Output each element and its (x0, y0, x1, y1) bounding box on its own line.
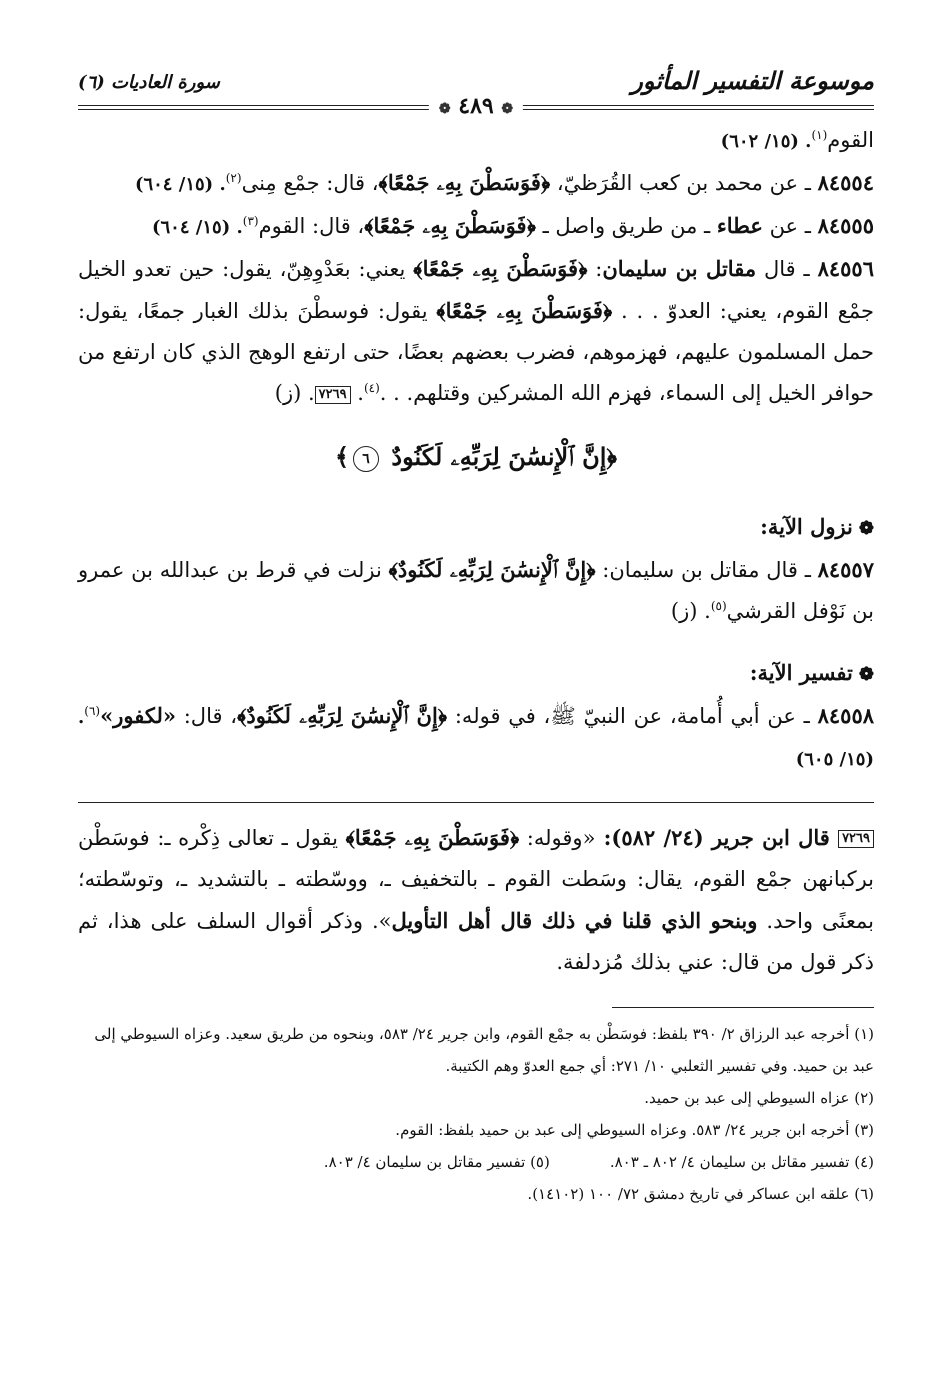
commentary-bold: وبنحو الذي قلنا في ذلك قال أهل التأويل (391, 907, 758, 933)
section-title: نزول الآية: (760, 513, 853, 539)
star-ornament-icon: ❁ (858, 663, 874, 685)
volume-ref: . (١٥/ ٦٠٢) (720, 131, 812, 152)
footnote-marker: (١) (811, 128, 828, 142)
page (78, 60, 874, 1210)
footnote-3: (٣) أخرجه ابن جرير ٢٤/ ٥٨٣. وعزاه السيوطي إلى عبد بن حميد بلفظ: القوم. (395, 1120, 874, 1139)
commentary-text: ٧٢٦٩ قال ابن جرير (٢٤/ ٥٨٢): «وقوله: ﴿فَوَسَطْنَ بِهِۦ جَمْعًا﴾ يقول ـ تعالى ذِكْره ـ: فوسَطْن بركبانهن جمْع القوم، يقال: وسَطت القوم ـ بالتخفيف ـ، ووسّطته ـ بالتشديد ـ، وتوسّطته؛ بمعنًى واحد. وبنحو الذي قلنا في ذلك قال أهل التأويل». وذكر أقوال السلف على هذا، ثم ذكر قول من قال: عني بذلك مُزدلفة. (78, 824, 874, 974)
book-title: موسوعة التفسير المأثور (631, 66, 874, 95)
footnote-marker: (٢) (225, 171, 242, 185)
verse-heading (78, 442, 874, 472)
quran-quote: ﴿فَوَسَطْنَ بِهِۦ جَمْعًا﴾ (436, 298, 613, 323)
footnote-6: (٦) علقه ابن عساكر في تاريخ دمشق ٧٢/ ١٠٠ (١٤١٠٢). (527, 1184, 874, 1203)
page-header (78, 60, 874, 119)
item-number: ٨٤٥٥٤ (817, 170, 874, 195)
item-84557: ٨٤٥٥٧ ـ قال مقاتل بن سليمان: ﴿إِنَّ ٱلْإِنسَٰنَ لِرَبِّهِۦ لَكَنُودٌ﴾ نزلت في قرط بن عبدالله بن عمرو بن نَوْفل القرشي$^{(٥)}$. (ز) (78, 556, 874, 623)
continuation-line: القوم$^{(١)}$. (١٥/ ٦٠٢) (720, 128, 874, 152)
footnote-marker: (٥) (710, 598, 727, 613)
page-number (429, 93, 523, 122)
item-84558: ٨٤٥٥٨ ـ عن أبي أُمامة، عن النبيّ ﷺ، في قوله: ﴿إِنَّ ٱلْإِنسَٰنَ لِرَبِّهِۦ لَكَنُودٌ﴾، قال: «لكفور»$^{(٦)}$. (١٥/ ٦٠٥) (78, 702, 875, 770)
commentary-block (78, 802, 874, 983)
commentary-ref-box[interactable]: ٧٢٦٩ (838, 830, 874, 848)
quran-quote: ﴿إِنَّ ٱلْإِنسَٰنَ لِرَبِّهِۦ لَكَنُودٌ﴾ (237, 702, 448, 728)
main-text (78, 120, 874, 414)
item-number: ٨٤٥٥٨ (817, 702, 875, 728)
surah-title: سورة العاديات (٦) (78, 72, 220, 93)
section-nuzul (78, 506, 874, 549)
volume-ref: . (١٥/ ٦٠٤) (151, 217, 243, 238)
item-84555: ٨٤٥٥٥ ـ عن عطاء ـ من طريق واصل ـ ﴿فَوَسَطْنَ بِهِۦ جَمْعًا﴾، قال: القوم$^{(٣)}$. (١٥/ ٦٠٤) (151, 213, 874, 238)
footnote-rule (612, 1007, 874, 1008)
commentary-head: قال ابن جرير (٢٤/ ٥٨٢): (595, 824, 839, 850)
narrator-name: عطاء (716, 213, 763, 238)
ayah-number-icon: ٦ (353, 446, 379, 472)
tafsir-text (78, 695, 874, 780)
item-84556: ٨٤٥٥٦ ـ قال مقاتل بن سليمان: ﴿فَوَسَطْنَ بِهِۦ جَمْعًا﴾ يعني: بعَدْوِهِنّ، يقول: حين تعدو الخيل جمْع القوم، يعني: العدوّ . . . ﴿فَوَسَطْنَ بِهِۦ جَمْعًا﴾ يقول: فوسطْنَ بذلك الغبار جمعًا، يقول: حمل المسلمون عليهم، فهزموهم، فضرب بعضهم بعضًا، حتى ارتفع الوهج الذي كان ارتفع من حوافر الخيل إلى السماء، فهزم الله المشركين وقتلهم. . .$^{(٤)}$. ٧٢٦٩. (ز) (78, 256, 874, 405)
narrator-name: مقاتل بن سليمان (602, 256, 757, 281)
item-number: ٨٤٥٥٦ (817, 256, 874, 281)
quran-quote: ﴿فَوَسَطْنَ بِهِۦ جَمْعًا﴾ (413, 256, 588, 281)
footnote-row (78, 1146, 874, 1178)
verse-close: ﴾ (334, 442, 350, 471)
section-tafsir (78, 652, 874, 695)
item-number: ٨٤٥٥٥ (817, 213, 874, 238)
section-title: تفسير الآية: (749, 659, 853, 685)
footnote-marker: (٣) (242, 214, 259, 228)
footnote-1: (١) أخرجه عبد الرزاق ٢/ ٣٩٠ بلفظ: فوسَطْن به جمْع القوم، وابن جرير ٢٤/ ٥٨٣، وبنحوه من طريق سعيد. وعزاه السيوطي إلى عبد بن حميد. وفي تفسير الثعلبي ١٠/ ٢٧١: أي جمع العدوّ وهم الكتيبة. (94, 1024, 874, 1075)
quran-quote: ﴿فَوَسَطْنَ بِهِۦ جَمْعًا﴾ (364, 213, 536, 238)
star-ornament-icon: ❁ (858, 517, 874, 539)
footnote-marker: (٤) (363, 381, 380, 395)
footnotes (78, 1007, 874, 1210)
footnote-2: (٢) عزاه السيوطي إلى عبد بن حميد. (644, 1088, 874, 1107)
answer-text: «لكفور» (100, 702, 176, 728)
footnote-marker: (٦) (84, 703, 101, 718)
volume-ref: . (١٥/ ٦٠٤) (134, 174, 226, 195)
item-number: ٨٤٥٥٧ (817, 556, 874, 582)
footnote-4: (٤) تفسير مقاتل بن سليمان ٤/ ٨٠٢ ـ ٨٠٣. (609, 1152, 874, 1171)
nuzul-text (78, 549, 874, 632)
ornament-icon: ❁ (438, 101, 451, 117)
quran-quote: ﴿إِنَّ ٱلْإِنسَٰنَ لِرَبِّهِۦ لَكَنُودٌ﴾ (388, 556, 596, 582)
volume-ref: . (١٥/ ٦٠٥) (78, 706, 874, 770)
ornament-icon: ❁ (501, 101, 514, 117)
quran-quote: ﴿فَوَسَطْنَ بِهِۦ جَمْعًا﴾ (345, 824, 520, 850)
item-84554: ٨٤٥٥٤ ـ عن محمد بن كعب القُرَظيّ، ﴿فَوَسَطْنَ بِهِۦ جَمْعًا﴾، قال: جمْع مِنى$^{(٢)}$. (١٥/ ٦٠٤) (134, 170, 874, 195)
verse-text: ﴿إِنَّ ٱلْإِنسَٰنَ لِرَبِّهِۦ لَكَنُودٌ (391, 442, 618, 471)
quran-quote: ﴿فَوَسَطْنَ بِهِۦ جَمْعًا﴾ (378, 170, 551, 195)
page-number-value: ٤٨٩ (458, 93, 494, 119)
footnote-5: (٥) تفسير مقاتل بن سليمان ٤/ ٨٠٣. (323, 1152, 550, 1171)
commentary-ref-box[interactable]: ٧٢٦٩ (315, 386, 351, 404)
